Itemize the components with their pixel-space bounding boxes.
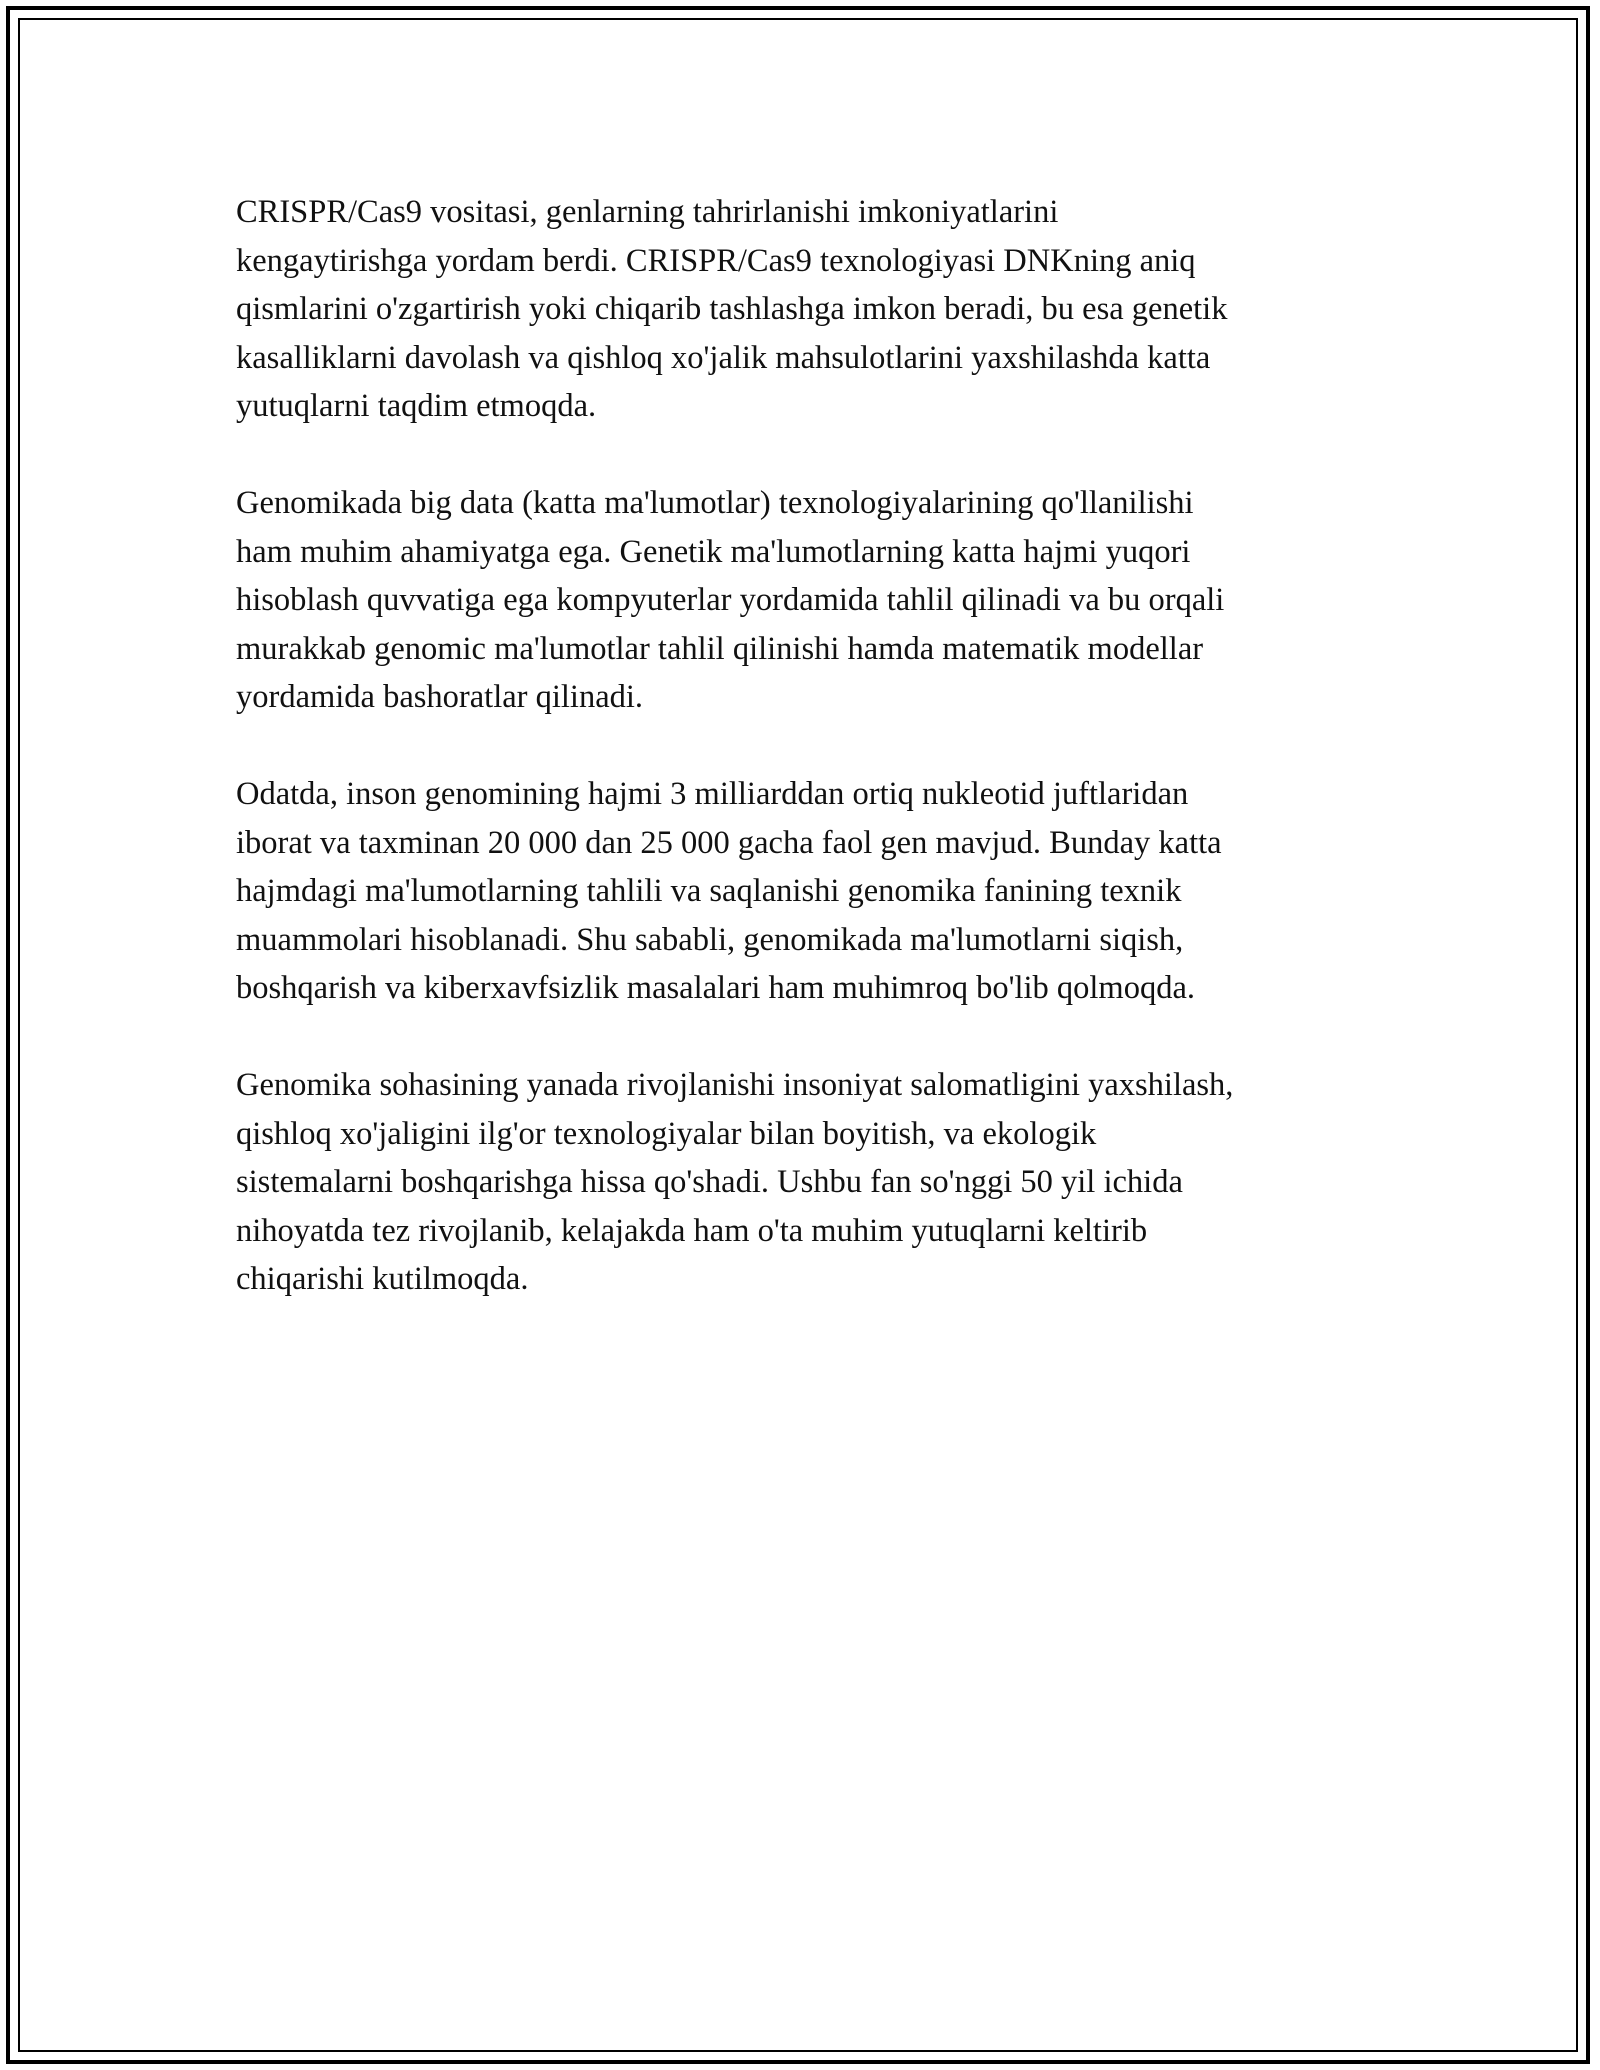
paragraph-genome-size: Odatda, inson genomining hajmi 3 milliarddan ortiq nukleotid juftlaridan iborat va taxminan 20 000 dan 25 000 gacha faol gen mavjud. Bunday katta hajmdagi ma'lumotlarning tahlili va saqlanishi genomika fanining texnik muammolari hisoblanadi. Shu sababli, genomikada ma'lumotlarni siqish, boshqarish va kiberxavfsizlik masalalari ham muhimroq bo'lib qolmoqda. <box>236 776 1222 1006</box>
paragraph-future: Genomika sohasining yanada rivojlanishi insoniyat salomatligini yaxshilash, qishloq xo'jaligini ilg'or texnologiyalar bilan boyitish, va ekologik sistemalarni boshqarishga hissa qo'shadi. Ushbu fan so'nggi 50 yil ichida nihoyatda tez rivojlanib, kelajakda ham o'ta muhim yutuqlarni keltirib chiqarishi kutilmoqda. <box>236 1067 1234 1297</box>
paragraph-big-data: Genomikada big data (katta ma'lumotlar) texnologiyalarining qo'llanilishi ham muhim ahamiyatga ega. Genetik ma'lumotlarning katta hajmi yuqori hisoblash quvvatiga ega kompyuterlar yordamida tahlil qilinadi va bu orqali murakkab genomic ma'lumotlar tahlil qilinishi hamda matematik modellar yordamida bashoratlar qilinadi. <box>236 485 1225 715</box>
document-body <box>236 188 1366 1352</box>
paragraph-crispr: CRISPR/Cas9 vositasi, genlarning tahrirlanishi imkoniyatlarini kengaytirishga yordam berdi. CRISPR/Cas9 texnologiyasi DNKning aniq qismlarini o'zgartirish yoki chiqarib tashlashga imkon beradi, bu esa genetik kasalliklarni davolash va qishloq xo'jalik mahsulotlarini yaxshilashda katta yutuqlarni taqdim etmoqda. <box>236 194 1228 424</box>
